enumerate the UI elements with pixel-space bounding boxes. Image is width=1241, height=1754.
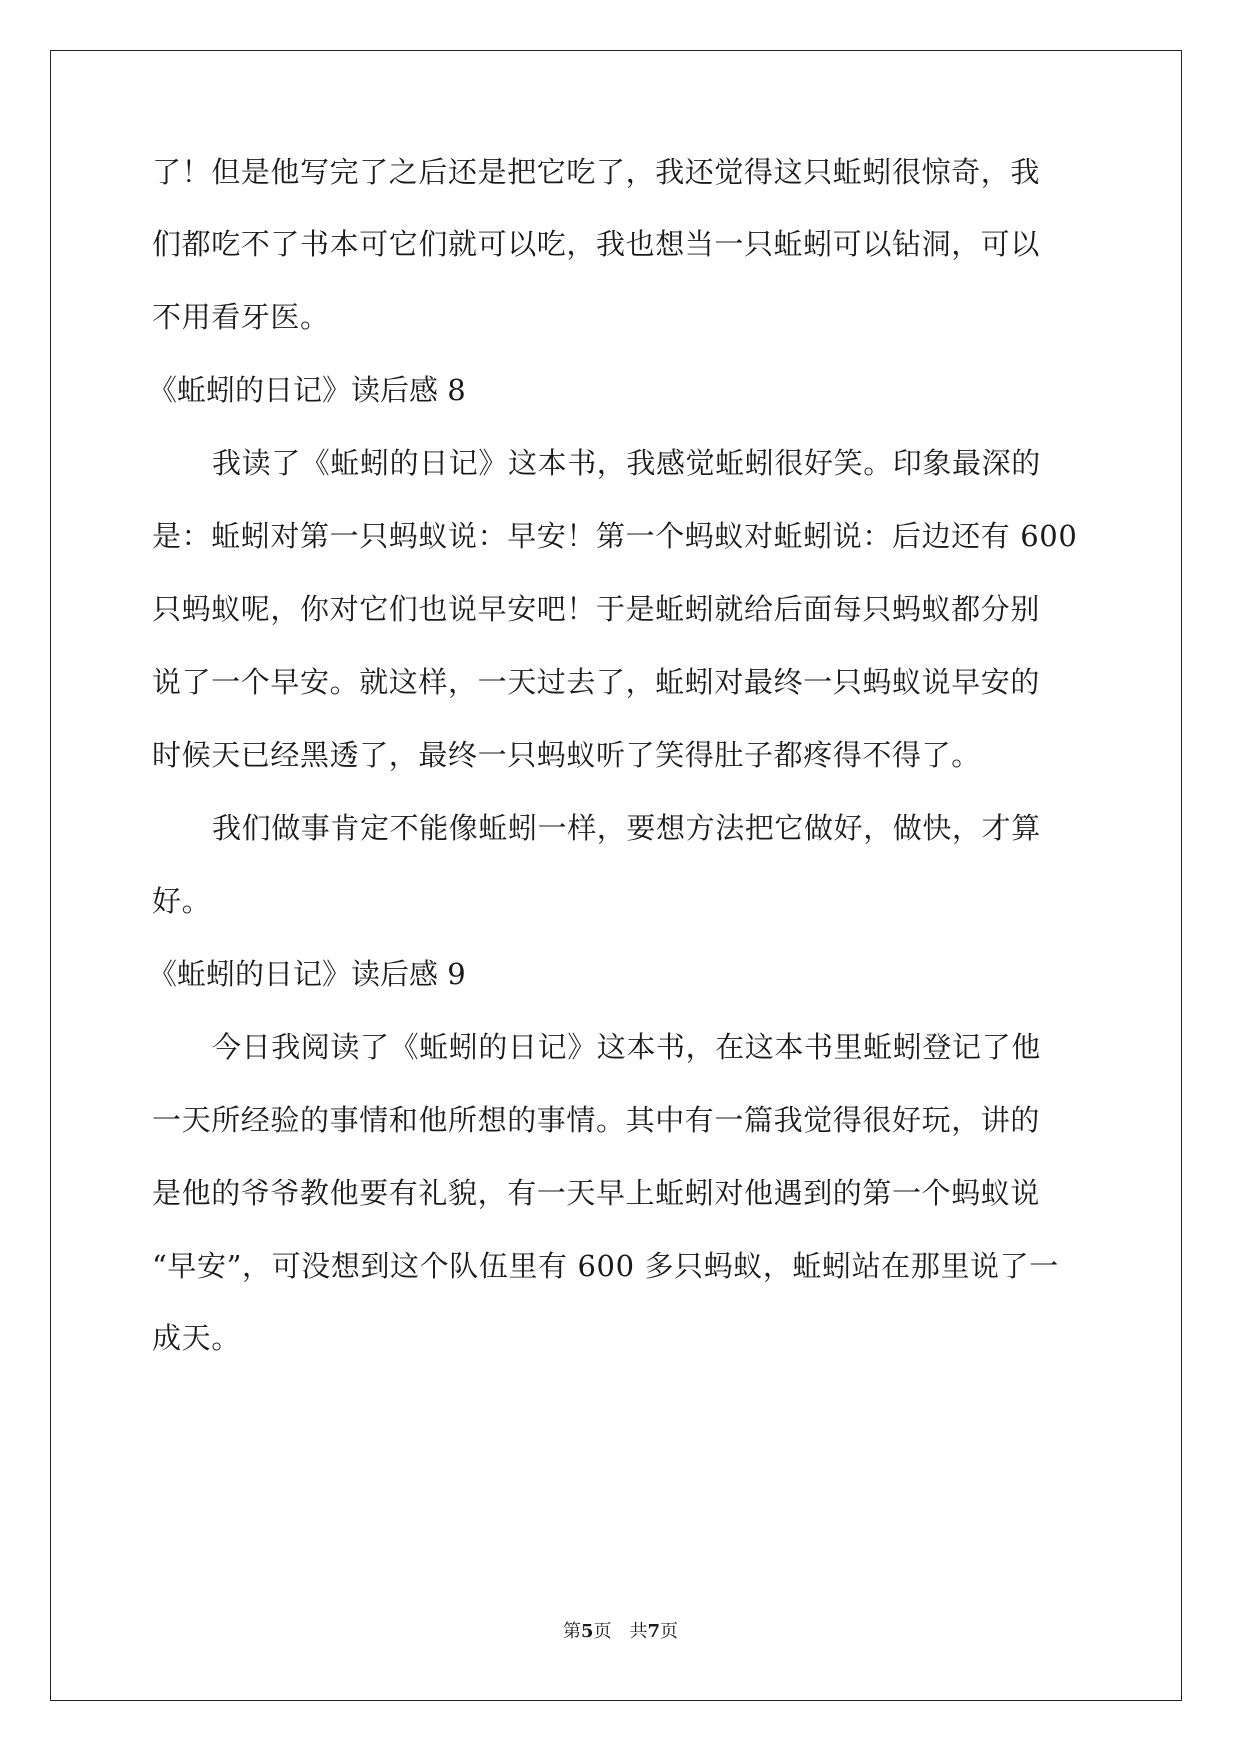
body-line-6: 只蚂蚁呢，你对它们也说早安吧！于是蚯蚓就给后面每只蚂蚁都分别 <box>152 592 1041 626</box>
body-line-15: 成天。 <box>152 1321 241 1355</box>
page-footer <box>0 1620 1241 1644</box>
footer-total-suffix: 页 <box>660 1621 679 1642</box>
footer-page-suffix: 页 <box>593 1621 612 1642</box>
body-line-2: 们都吃不了书本可它们就可以吃，我也想当一只蚯蚓可以钻洞，可以 <box>152 227 1041 261</box>
body-line-10: 好。 <box>152 884 212 918</box>
body-line-5: 是：蚯蚓对第一只蚂蚁说：早安！第一个蚂蚁对蚯蚓说：后边还有 600 <box>152 519 1078 553</box>
footer-page-number: 5 <box>580 1621 594 1642</box>
footer-total-number: 7 <box>647 1621 661 1642</box>
footer-prefix: 第 <box>562 1621 581 1642</box>
body-line-14: “早安”，可没想到这个队伍里有 600 多只蚂蚁，蚯蚓站在那里说了一 <box>152 1249 1059 1283</box>
body-line-3: 不用看牙医。 <box>152 300 330 334</box>
body-line-12: 一天所经验的事情和他所想的事情。其中有一篇我觉得很好玩，讲的 <box>152 1103 1041 1137</box>
section-heading-9: 《蚯蚓的日记》读后感 9 <box>148 957 466 991</box>
section-heading-8: 《蚯蚓的日记》读后感 8 <box>148 373 466 407</box>
footer-total-prefix: 共 <box>629 1621 648 1642</box>
body-line-4: 我读了《蚯蚓的日记》这本书，我感觉蚯蚓很好笑。印象最深的 <box>212 446 1041 480</box>
body-line-8: 时候天已经黑透了，最终一只蚂蚁听了笑得肚子都疼得不得了。 <box>152 738 981 772</box>
body-line-13: 是他的爷爷教他要有礼貌，有一天早上蚯蚓对他遇到的第一个蚂蚁说 <box>152 1176 1041 1210</box>
body-line-11: 今日我阅读了《蚯蚓的日记》这本书，在这本书里蚯蚓登记了他 <box>212 1030 1041 1064</box>
body-line-1: 了！但是他写完了之后还是把它吃了，我还觉得这只蚯蚓很惊奇，我 <box>152 155 1041 189</box>
body-line-7: 说了一个早安。就这样，一天过去了，蚯蚓对最终一只蚂蚁说早安的 <box>152 665 1041 699</box>
body-line-9: 我们做事肯定不能像蚯蚓一样，要想方法把它做好，做快，才算 <box>212 811 1041 845</box>
